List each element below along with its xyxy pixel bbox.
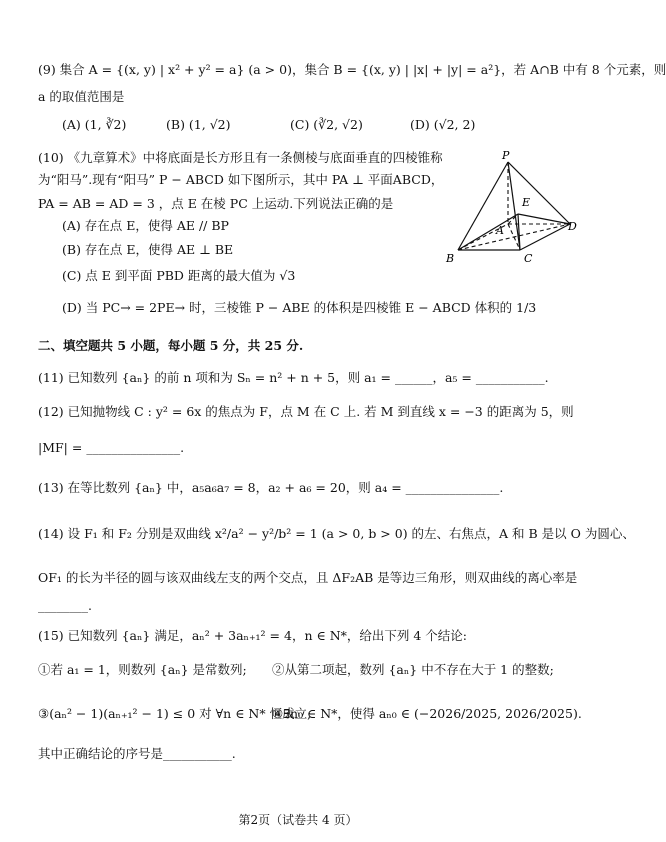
q15-answer-line: 其中正确结论的序号是___________. [38, 746, 236, 761]
q9-stem-line2: a 的取值范围是 [38, 89, 125, 104]
q9-option-d: (D) (√2, 2) [410, 117, 476, 132]
section-2-heading: 二、填空题共 5 小题，每小题 5 分，共 25 分. [38, 338, 304, 353]
q9-option-b: (B) (1, √2) [166, 117, 231, 132]
q10-stem-line3: PA = AB = AD = 3 ，点 E 在棱 PC 上运动.下列说法正确的是 [38, 196, 394, 211]
q15-conclusion-2: ②从第二项起，数列 {aₙ} 中不存在大于 1 的整数; [272, 662, 554, 677]
q13-stem: (13) 在等比数列 {aₙ} 中，a₅a₆a₇ = 8，a₂ + a₆ = 20，则 a₄ = _______________. [38, 480, 504, 495]
q14-stem-line3: ________. [38, 598, 92, 613]
q14-stem-line2: OF₁ 的长为半径的圆与该双曲线左支的两个交点，且 ΔF₂AB 是等边三角形，则双曲线的离心率是 [38, 570, 578, 585]
q15-conclusion-1: ①若 a₁ = 1，则数列 {aₙ} 是常数列; [38, 662, 247, 677]
page-footer: 第2页（试卷共 4 页） [238, 813, 358, 827]
pyramid-figure [438, 150, 578, 270]
q15-conclusion-3: ③(aₙ² − 1)(aₙ₊₁² − 1) ≤ 0 对 ∀n ∈ N* 恒成立; [38, 706, 312, 721]
label-d: D [568, 220, 577, 233]
label-a: A [496, 224, 504, 237]
q11-stem: (11) 已知数列 {aₙ} 的前 n 项和为 Sₙ = n² + n + 5，则 a₁ = ______，a₅ = ___________. [38, 370, 549, 385]
q14-stem-line1: (14) 设 F₁ 和 F₂ 分别是双曲线 x²/a² − y²/b² = 1 (a > 0, b > 0) 的左、右焦点，A 和 B 是以 O 为圆心、 [38, 526, 635, 541]
q9-stem-line1: (9) 集合 A = {(x, y) | x² + y² = a} (a > 0)，集合 B = {(x, y) | |x| + |y| = a²}，若 A∩B 中有 8 个元素，则 [38, 62, 666, 77]
label-b: B [446, 252, 455, 265]
q12-stem-line1: (12) 已知抛物线 C : y² = 6x 的焦点为 F，点 M 在 C 上. 若 M 到直线 x = −3 的距离为 5，则 [38, 404, 574, 419]
label-c: C [524, 252, 533, 265]
q9-option-a: (A) (1, ∛2) [62, 117, 127, 132]
q10-stem-line1: (10) 《九章算术》中将底面是长方形且有一条侧棱与底面垂直的四棱锥称 [38, 150, 443, 165]
q10-option-b: (B) 存在点 E，使得 AE ⊥ BE [62, 242, 234, 257]
q10-option-c: (C) 点 E 到平面 PBD 距离的最大值为 √3 [62, 268, 296, 283]
q10-option-d: (D) 当 PC→ = 2PE→ 时，三棱锥 P − ABE 的体积是四棱锥 E − ABCD 体积的 1/3 [62, 300, 537, 315]
label-e: E [522, 196, 531, 209]
q9-option-c: (C) (∛2, √2) [290, 117, 363, 132]
q10-stem-line2: 为“阳马”.现有“阳马” P − ABCD 如下图所示，其中 PA ⊥ 平面ABCD， [38, 172, 444, 187]
label-p: P [502, 149, 510, 162]
q12-stem-line2: |MF| = _______________. [38, 440, 185, 455]
q15-stem: (15) 已知数列 {aₙ} 满足，aₙ² + 3aₙ₊₁² = 4，n ∈ N*，给出下列 4 个结论: [38, 628, 467, 643]
q15-conclusion-4: ④∃n₀ ∈ N*，使得 aₙ₀ ∈ (−2026/2025, 2026/2025). [272, 706, 582, 721]
q10-option-a: (A) 存在点 E，使得 AE // BP [62, 218, 229, 233]
